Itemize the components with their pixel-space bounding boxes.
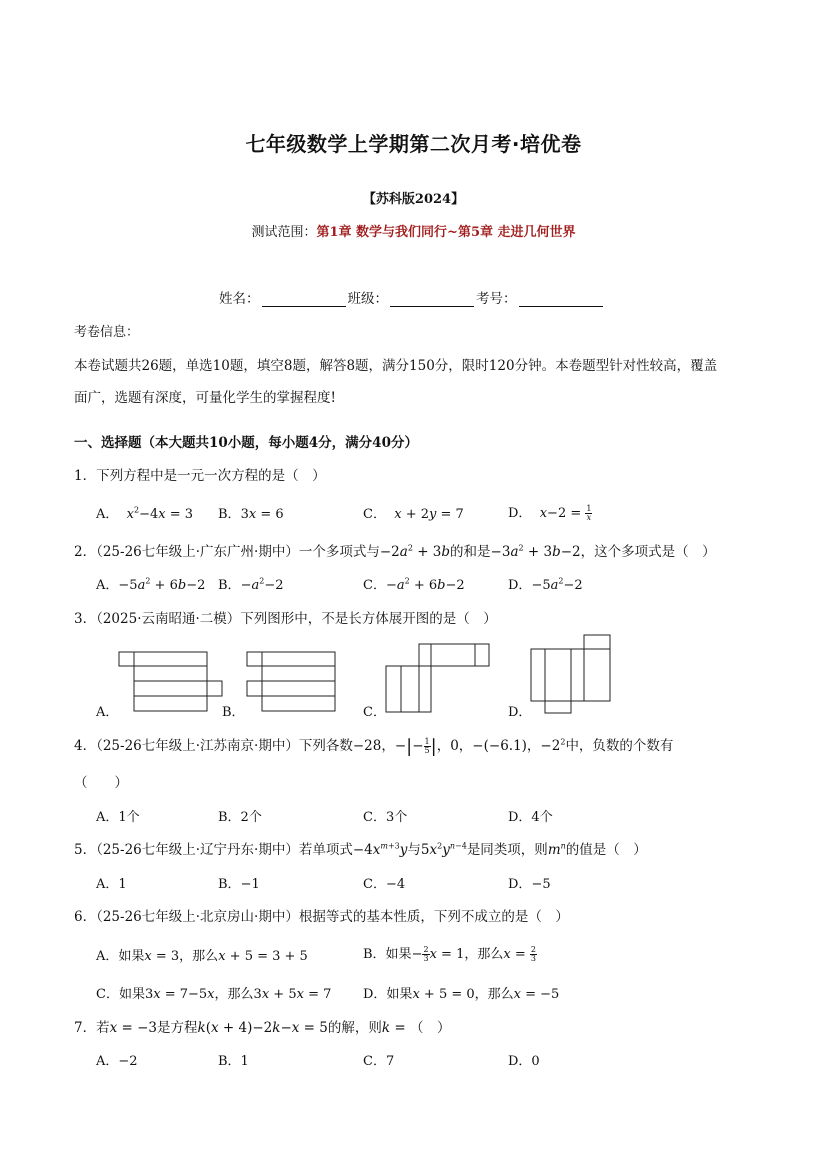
- q1-option-c-label: C．: [363, 507, 386, 522]
- name-field[interactable]: [262, 292, 346, 307]
- q1-option-b-label: B．: [218, 507, 241, 522]
- scope-text: 第1章 数学与我们同行~第5章 走进几何世界: [316, 225, 576, 240]
- q1-option-d-label: D．: [508, 506, 532, 521]
- q2-option-d[interactable]: D．$-5a^2-2$: [508, 576, 583, 593]
- name-label: 姓名：: [219, 291, 260, 307]
- q2-option-c-label: C．: [363, 578, 386, 593]
- section-heading: 一、选择题（本大题共10小题，每小题4分，满分40分）: [74, 435, 418, 451]
- q5-option-d[interactable]: D．−5: [508, 877, 551, 892]
- exam-info-heading: 考卷信息：: [74, 325, 140, 340]
- q3-option-d[interactable]: D．: [508, 705, 532, 720]
- question-4-stem: 4．（25-26七年级上·江苏南京·期中）下列各数−28，−|− $\frac{1}{5}$ |，0，−(−6.1)，$-2^2$中，负数的个数有: [74, 736, 674, 757]
- q6-option-c-label: C．如果: [96, 987, 145, 1002]
- q2-option-a[interactable]: A．$-5a^2 + 6b-2$: [96, 576, 206, 593]
- test-scope: [0, 221, 827, 240]
- q2-option-d-label: D．: [508, 578, 532, 593]
- q6-d-then: ，那么: [474, 987, 514, 1002]
- q6-option-b-label: B．如果: [363, 947, 412, 962]
- net-figure-b: [246, 650, 341, 712]
- q5-option-c[interactable]: C．−4: [363, 877, 406, 892]
- q1-option-a[interactable]: A． $x^2-4x = 3$: [96, 505, 194, 522]
- q6-option-d[interactable]: D．如果x + 5 = 0，那么x = −5: [363, 987, 560, 1002]
- q4-option-a[interactable]: A．1个: [96, 810, 140, 825]
- q5-stem-mid2: 是同类项，则: [466, 842, 548, 858]
- q7-stem-suffix: （ ）: [409, 1020, 451, 1036]
- q3-option-a[interactable]: A．: [96, 705, 119, 720]
- q6-b-then: ，那么: [464, 947, 504, 962]
- q7-stem-mid2: 的解，则: [327, 1020, 382, 1036]
- q1-option-d[interactable]: D． x−2 = $\frac{1}{x}$: [508, 504, 592, 522]
- q5-option-d-label: D．: [508, 877, 532, 892]
- q1-option-c[interactable]: C． x + 2y = 7: [363, 507, 464, 522]
- net-figure-c: [385, 642, 495, 714]
- exam-info-line2: 面广，选题有深度，可量化学生的掌握程度!: [74, 390, 336, 406]
- q4-answer-paren: （ ）: [74, 775, 128, 791]
- q2-option-b[interactable]: B．$-a^2-2$: [218, 576, 284, 593]
- q5-option-c-label: C．: [363, 877, 386, 892]
- q6-a-then: ，那么: [179, 949, 219, 964]
- q5-option-b-label: B．: [218, 877, 241, 892]
- class-field[interactable]: [390, 292, 474, 307]
- q2-stem-mid: 的和是: [450, 544, 491, 560]
- q2-option-a-label: A．: [96, 578, 119, 593]
- q2-option-c[interactable]: C．$-a^2 + 6b-2$: [363, 576, 465, 593]
- q4-stem-suffix: 中，负数的个数有: [565, 738, 674, 754]
- student-fields: [219, 287, 605, 307]
- q7-option-a-label: A．: [96, 1054, 119, 1069]
- q5-option-b[interactable]: B．−1: [218, 877, 260, 892]
- q5-option-a[interactable]: A．1: [96, 877, 127, 892]
- edition-label: 【苏科版2024】: [362, 192, 465, 207]
- q2-option-b-label: B．: [218, 578, 241, 593]
- question-5-stem: 5．（25-26七年级上·辽宁丹东·期中）若单项式$-4x^{m+3}y$与$5x^2y^{n-4}$是同类项，则$m^n$的值是（ ）: [74, 841, 647, 858]
- q3-option-c[interactable]: C．: [363, 705, 386, 720]
- net-figure-d: [530, 633, 615, 715]
- q7-option-a[interactable]: A．−2: [96, 1054, 138, 1069]
- q6-option-a-label: A．如果: [96, 949, 145, 964]
- q7-option-d[interactable]: D．0: [508, 1054, 540, 1069]
- q1-option-a-label: A．: [96, 507, 119, 522]
- question-7-stem: 7．若x = −3是方程k(x + 4)−2k−x = 5的解，则k = （ ）: [74, 1020, 451, 1036]
- q5-stem-prefix: 5．（25-26七年级上·辽宁丹东·期中）若单项式: [74, 842, 353, 858]
- q4-option-c[interactable]: C．3个: [363, 810, 408, 825]
- q7-stem-prefix: 7．若: [74, 1020, 110, 1036]
- q5-stem-suffix: 的值是（ ）: [565, 842, 647, 858]
- q5-stem-mid: 与: [407, 842, 421, 858]
- q6-option-b[interactable]: B．如果− $\frac{2}{3}$ x = 1，那么x = $\frac{2}{3}$: [363, 945, 536, 963]
- q1-option-b[interactable]: B．3x = 6: [218, 507, 284, 522]
- q6-option-a[interactable]: A．如果x = 3，那么x + 5 = 3 + 5: [96, 949, 308, 964]
- q4-option-d[interactable]: D．4个: [508, 810, 553, 825]
- q6-option-c[interactable]: C．如果3x = 7−5x，那么3x + 5x = 7: [96, 987, 332, 1002]
- q3-option-b[interactable]: B．: [222, 705, 245, 720]
- scope-label: 测试范围：: [251, 225, 317, 240]
- q7-stem-mid: 是方程: [157, 1020, 198, 1036]
- number-label: 考号：: [476, 291, 517, 307]
- class-label: 班级：: [347, 291, 388, 307]
- number-field[interactable]: [519, 292, 603, 307]
- q6-option-d-label: D．如果: [363, 987, 413, 1002]
- q6-c-then: ，那么: [214, 987, 254, 1002]
- question-2-stem: 2．（25-26七年级上·广东广州·期中）一个多项式与$-2a^2 + 3b$的和是$-3a^2 + 3b-2$，这个多项式是（ ）: [74, 543, 716, 560]
- net-figure-a: [118, 650, 228, 712]
- exam-info-line1: 本卷试题共26题，单选10题，填空8题，解答8题，满分150分，限时120分钟。本卷题型针对性较高，覆盖: [74, 358, 718, 374]
- question-6-stem: 6．（25-26七年级上·北京房山·期中）根据等式的基本性质，下列不成立的是（ ）: [74, 909, 569, 925]
- page-title: 七年级数学上学期第二次月考·培优卷: [245, 132, 582, 156]
- q2-stem-suffix: ，这个多项式是（ ）: [580, 544, 716, 560]
- question-3-stem: 3．（2025·云南昭通·二模）下列图形中，不是长方体展开图的是（ ）: [74, 611, 497, 627]
- q2-stem-prefix: 2．（25-26七年级上·广东广州·期中）一个多项式与: [74, 544, 380, 560]
- question-1-stem: 1．下列方程中是一元一次方程的是（ ）: [74, 468, 326, 484]
- q7-option-c[interactable]: C．7: [363, 1054, 395, 1069]
- q4-option-b[interactable]: B．2个: [218, 810, 262, 825]
- q7-option-b[interactable]: B．1: [218, 1054, 249, 1069]
- q4-stem-prefix: 4．（25-26七年级上·江苏南京·期中）下列各数: [74, 738, 353, 754]
